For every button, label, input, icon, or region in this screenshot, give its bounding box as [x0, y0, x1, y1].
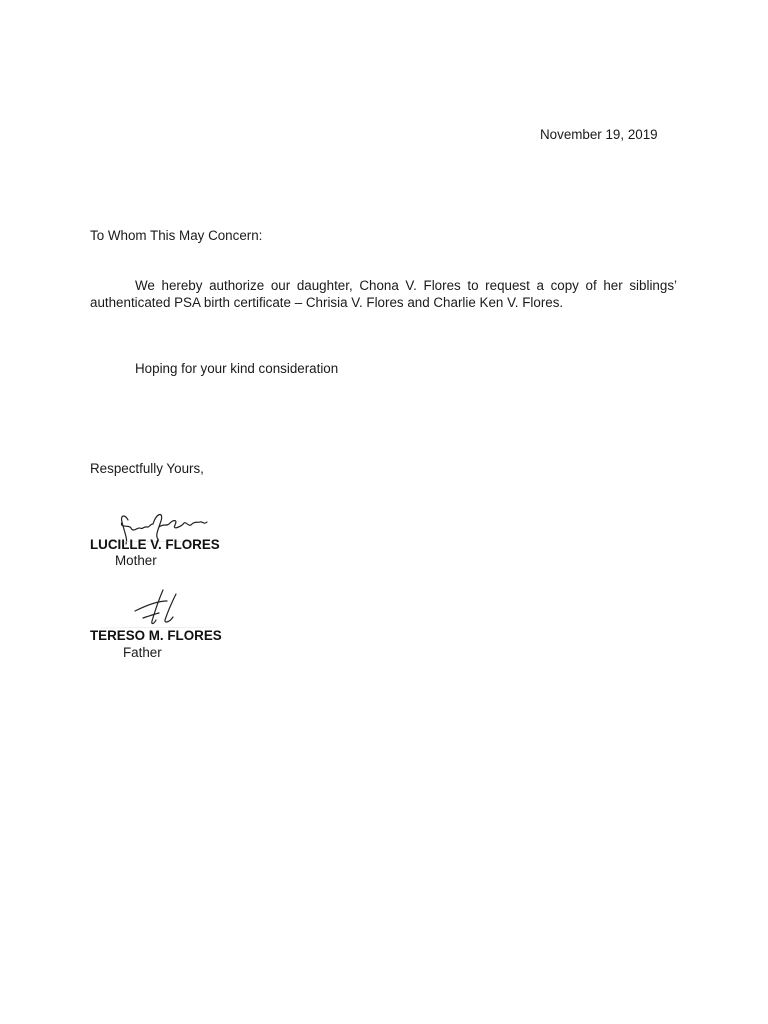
father-name: TERESO M. FLORES: [90, 628, 222, 643]
letter-date: November 19, 2019: [540, 127, 658, 142]
closing-line: Hoping for your kind consideration: [135, 361, 339, 376]
father-role: Father: [123, 645, 162, 660]
mother-name: LUCILLE V. FLORES: [90, 537, 220, 552]
valediction: Respectfully Yours,: [90, 461, 204, 476]
body-paragraph: We hereby authorize our daughter, Chona V. Flores to request a copy of her siblings’ authenticated PSA birth certificate – Chrisia V. Flores and Charlie Ken V. Flores.: [90, 278, 677, 310]
mother-role: Mother: [115, 553, 157, 568]
salutation: To Whom This May Concern:: [90, 228, 263, 243]
father-signature-image: [97, 584, 223, 632]
